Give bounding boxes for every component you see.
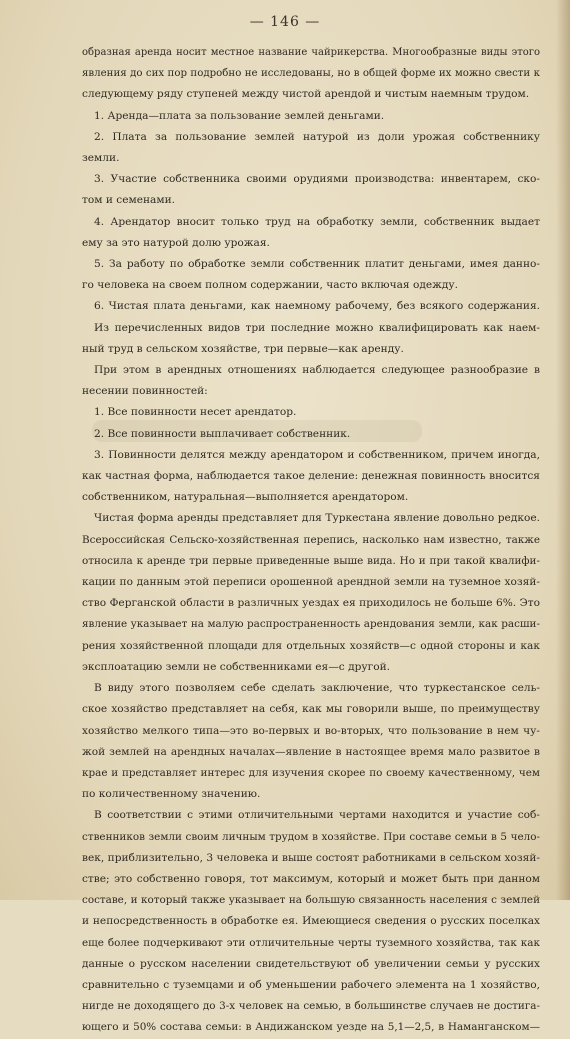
text-line: том и семенами. [82,194,176,207]
text-line: образная аренда носит местное название чайрикерства. Многообразные виды этого [82,47,540,58]
text-line: век, приблизительно, 3 человека и выше состоят работниками в сельском хозяй- [82,851,540,864]
text-line: 3. Повинности делятся между арендатором и собственником, причем иногда, [94,448,540,461]
text-line: 1. Все повинности несет арендатор. [94,406,297,419]
text-line: как частная форма, наблюдается такое деление: денежная повинность вносится [82,470,540,483]
text-line: В виду этого позволяем себе сделать заключение, что туркестанское сель- [94,682,540,695]
text-line: относила к аренде три первые приведенные выше вида. Но и при такой квалифи- [82,554,540,567]
text-line: рения хозяйственной площади для отдельных хозяйств—с одной стороны и как [82,639,540,652]
text-line: и непосредственность в обработке ея. Имеющиеся сведения о русских поселках [82,915,540,928]
text-line: кации по данным этой переписи орошенной арендной земли на туземное хозяй- [82,576,540,589]
text-line: ское хозяйство представляет на себя, как мы говорили выше, по преимуществу [82,703,540,716]
text-line: ство Ферганской области в различных уездах ея приходилось не больше 6%. Это [82,597,540,610]
text-line: составе, и который также указывает на большую связанность населения с землей [82,894,540,907]
text-line: Чистая форма аренды представляет для Туркестана явление довольно редкое. [94,512,540,525]
text-line: Всероссийская Сельско-хозяйственная перепись, насколько нам известно, также [82,533,540,546]
text-line: несении повинностей: [82,385,208,398]
text-line: по количественному значению. [82,788,261,801]
text-line: 5. За работу по обработке земли собственник платит деньгами, имея данно- [94,258,540,271]
text-line: 1. Аренда—плата за пользование землей деньгами. [94,109,385,122]
text-line: нигде не доходящего до 3-х человек на семью, в большинстве случаев не достига- [82,1000,540,1013]
text-line: Из перечисленных видов три последние можно квалифицировать как наем- [94,321,540,334]
text-line: ему за это натурой долю урожая. [82,236,270,249]
text-line: хозяйство мелкого типа—это во-первых и во-вторых, что пользование в нем чу- [82,724,540,737]
text-line: 6. Чистая плата деньгами, как наемному рабочему, без всякого содержания. [94,300,540,313]
body-text [82,42,540,1039]
text-line: жой землей на арендных началах—явление в настоящее время мало развитое в [82,745,540,758]
text-line: сравнительно с туземцами и об уменьшении рабочего элемента на 1 хозяйство, [82,978,540,991]
text-line: 2. Все повинности выплачивает собственник. [94,427,351,440]
text-line: 2. Плата за пользование землей натурой из доли урожая собственнику [94,130,540,143]
text-line: следующему ряду ступеней между чистой арендой и чистым наемным трудом. [82,88,530,101]
text-line: В соответствии с этими отличительными чертами находится и участие соб- [94,809,540,822]
text-line: собственником, натуральная—выполняется арендатором. [82,491,409,504]
text-line: 3. Участие собственника своими орудиями производства: инвентарем, ско- [94,173,540,186]
text-line: явления до сих пор подробно не исследованы, но в общей форме их можно свести к [82,68,540,80]
text-line: крае и представляет интерес для изучения скорее по своему качественному, чем [82,766,540,779]
text-line: данные о русском населении свидетельствуют об увеличении семьи у русских [82,957,540,970]
page-edge-shadow [556,0,570,900]
text-line: ственников земли своим личным трудом в хозяйстве. При составе семьи в 5 чело- [82,830,540,843]
text-line: эксплоатацию земли не собственниками ея—с другой. [82,660,390,673]
page-number: — 146 — [249,14,321,30]
text-line: ющего и 50% состава семьи: в Андижанском уезде на 5,1—2,5, в Наманганском— [82,1021,540,1034]
text-line: еще более подчеркивают эти отличительные черты туземного хозяйства, так как [82,936,540,949]
text-line: го человека на своем полном содержании, часто включая одежду. [82,279,458,292]
text-line: 4. Арендатор вносит только труд на обработку земли, собственник выдает [94,215,540,228]
text-line: явление указывает на малую распространенность арендования земли, как расши- [82,618,540,631]
text-line: земли. [82,152,120,165]
text-line: При этом в арендных отношениях наблюдается следующее разнообразие в [94,364,540,377]
text-line: ный труд в сельском хозяйстве, три первые—как аренду. [82,342,404,355]
text-line: стве; это собственно говоря, тот максимум, который и может быть при данном [82,872,540,885]
